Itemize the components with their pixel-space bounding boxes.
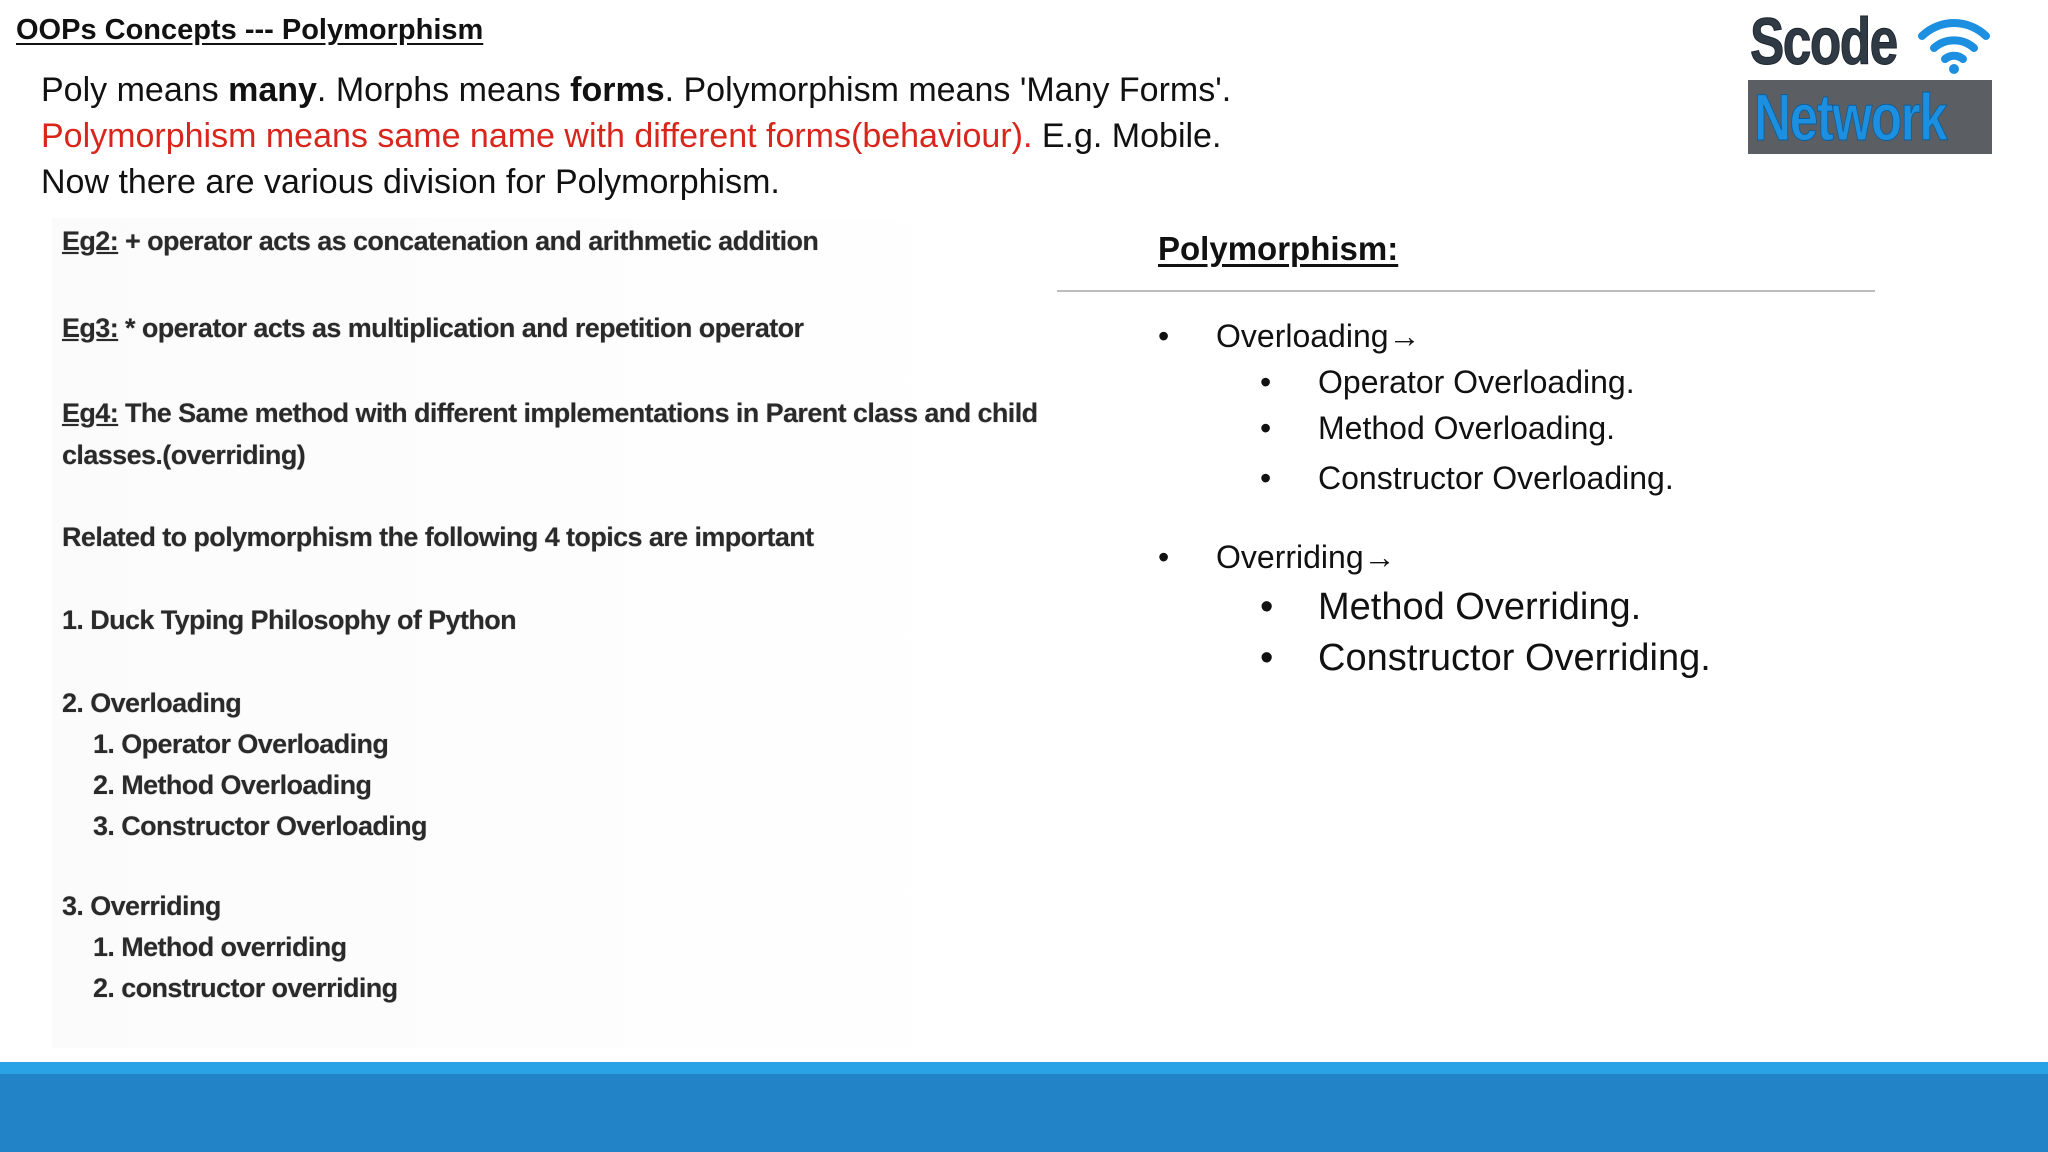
wifi-icon — [1918, 14, 1990, 74]
example-text: * operator acts as multiplication and repetition operator — [118, 313, 804, 343]
bullet-overriding — [1158, 539, 1558, 583]
logo-word-bottom: Network — [1754, 80, 1947, 154]
sub-bullet-label: Method Overriding. — [1318, 586, 1642, 628]
intro-bold-many: many — [228, 71, 317, 109]
polymorphism-heading: Polymorphism: — [1158, 230, 1399, 267]
topic-subitem: 1. Method overriding — [93, 932, 347, 962]
intro-text: E.g. Mobile. — [1032, 117, 1222, 155]
example-4 — [62, 398, 1038, 429]
sub-bullet-label: Operator Overloading. — [1318, 364, 1635, 400]
bullet-dot: • — [1260, 586, 1274, 628]
footer-bar — [0, 1074, 2048, 1152]
divider — [1057, 290, 1875, 292]
related-topics-heading: Related to polymorphism the following 4 topics are important — [62, 522, 814, 552]
intro-text: Poly means — [41, 71, 229, 109]
example-label: Eg2: — [62, 226, 119, 256]
bullet-label: Overriding→ — [1216, 539, 1396, 575]
bullet-overloading — [1158, 318, 1558, 362]
sub-bullet-label: Method Overloading. — [1318, 410, 1616, 446]
topic-item: 1. Duck Typing Philosophy of Python — [62, 605, 517, 635]
topic-subitem: 3. Constructor Overloading — [93, 811, 427, 841]
footer-stripe — [0, 1062, 2048, 1074]
sub-bullet-label: Constructor Overriding. — [1318, 637, 1711, 679]
bullet-dot: • — [1260, 460, 1272, 496]
example-label: Eg3: — [62, 313, 119, 343]
intro-text: . Polymorphism means 'Many Forms'. — [664, 71, 1232, 109]
topic-subitem: 2. Method Overloading — [93, 770, 372, 800]
bullet-dot: • — [1158, 539, 1170, 575]
sub-bullet — [1260, 410, 1760, 454]
topic-subitem: 1. Operator Overloading — [93, 729, 389, 759]
sub-bullet — [1260, 460, 1760, 504]
bullet-dot: • — [1260, 364, 1272, 400]
intro-line-2 — [41, 117, 1221, 156]
logo-word-top: Scode — [1750, 4, 1897, 78]
bullet-dot: • — [1260, 637, 1274, 679]
intro-line-3: Now there are various division for Polymorphism. — [41, 163, 780, 201]
bullet-label: Overloading→ — [1216, 318, 1421, 354]
example-text: + operator acts as concatenation and arithmetic addition — [118, 226, 819, 256]
sub-bullet — [1260, 364, 1760, 408]
topic-item: 2. Overloading — [62, 688, 242, 718]
topic-subitem: 2. constructor overriding — [93, 973, 398, 1003]
sub-bullet-label: Constructor Overloading. — [1318, 460, 1674, 496]
bullet-dot: • — [1260, 410, 1272, 446]
example-4-continued: classes.(overriding) — [62, 440, 306, 470]
slide-title: OOPs Concepts --- Polymorphism — [16, 14, 484, 46]
intro-line-1 — [41, 71, 1231, 110]
scode-network-logo — [1748, 4, 1992, 154]
example-2 — [62, 226, 818, 257]
intro-text: . Morphs means — [316, 71, 571, 109]
scanned-notes-image — [52, 218, 1038, 1048]
sub-bullet — [1260, 586, 1820, 636]
bullet-dot: • — [1158, 318, 1170, 354]
topic-item: 3. Overriding — [62, 891, 221, 921]
example-text: The Same method with different implementations in Parent class and child — [118, 398, 1038, 428]
example-label: Eg4: — [62, 398, 119, 428]
sub-bullet — [1260, 637, 1820, 687]
intro-bold-forms: forms — [570, 71, 665, 109]
intro-highlight: Polymorphism means same name with different forms(behaviour). — [41, 117, 1033, 155]
example-3 — [62, 313, 803, 344]
